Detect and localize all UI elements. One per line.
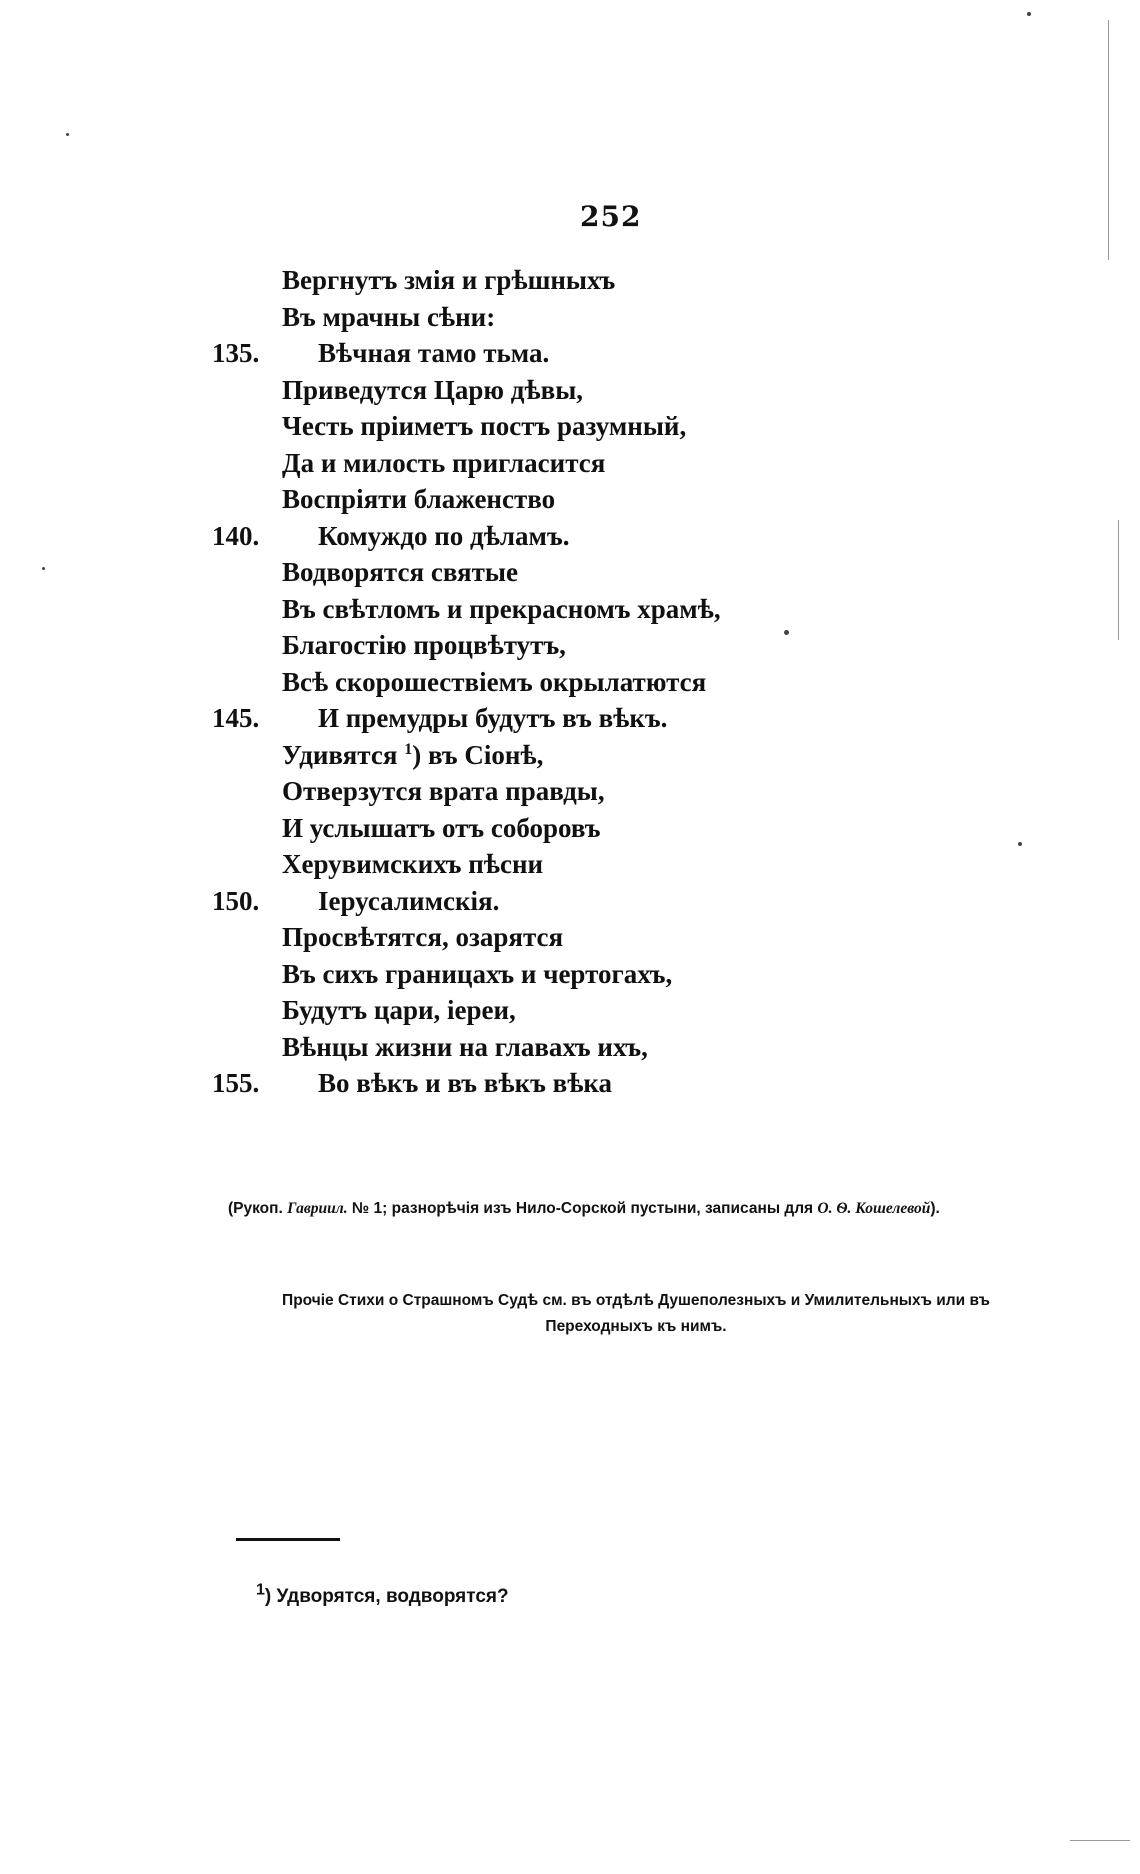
line-text-main: И премудры будутъ въ вѣкъ. [318, 703, 668, 733]
line-text-main: Благостію процвѣтутъ, [282, 630, 566, 660]
footnote-text: ) Удворятся, водворятся? [264, 1586, 509, 1607]
poem-line [0, 992, 1140, 1029]
scan-speck [66, 133, 69, 136]
line-text [282, 664, 706, 701]
source-italic-manuscript: Гавриил. [287, 1200, 348, 1217]
poem-line [0, 299, 1140, 336]
line-text [318, 335, 549, 372]
poem-line [0, 1065, 1140, 1102]
line-text [282, 481, 555, 518]
source-prefix: (Рукоп. [228, 1200, 283, 1217]
footnote-divider [236, 1538, 340, 1541]
line-text-main: Херувимскихъ пѣсни [282, 849, 544, 879]
scan-speck [1027, 12, 1031, 16]
poem-line [0, 627, 1140, 664]
note-line-1: Прочіе Стихи о Страшномъ Судѣ см. въ отдѣлѣ Душеполезныхъ и Умилительныхъ или въ [282, 1292, 990, 1309]
line-text-main: Приведутся Царю дѣвы, [282, 374, 584, 405]
line-text [318, 883, 499, 920]
line-text [318, 518, 569, 555]
line-text [282, 554, 518, 591]
footnote-reference: 1 [404, 740, 413, 758]
line-text-main: Во вѣкъ и въ вѣкъ вѣка [318, 1068, 613, 1098]
scan-edge-line [1070, 1840, 1130, 1841]
line-text-main: Вѣнцы жизни на главахъ ихъ, [282, 1031, 648, 1062]
poem-line [0, 664, 1140, 701]
source-italic-recorder: О. Ѳ. Кошелевой [817, 1200, 931, 1217]
line-text-main: И услышатъ отъ соборовъ [282, 812, 601, 843]
line-text [282, 372, 583, 409]
line-text-main: Въ свѣтломъ и прекрасномъ храмѣ, [282, 593, 721, 624]
line-text [282, 591, 721, 628]
poem-line [0, 372, 1140, 409]
poem-line [0, 554, 1140, 591]
poem-line [0, 919, 1140, 956]
line-text [282, 956, 672, 993]
footnote [256, 1581, 509, 1608]
scan-speck [42, 567, 45, 570]
line-text-main: Вѣчная тамо тьма. [318, 338, 550, 368]
line-text [318, 1065, 612, 1102]
line-text-after: ) въ Сіонѣ, [412, 739, 544, 770]
line-text-main: Да и милость пригласится [282, 447, 606, 478]
line-text [282, 919, 563, 956]
scan-edge-line [1108, 20, 1109, 260]
line-number: 140. [212, 520, 260, 551]
scan-speck [1018, 842, 1022, 846]
poem-line [0, 445, 1140, 482]
line-text-main: Просвѣтятся, озарятся [282, 922, 564, 952]
source-suffix: ). [930, 1200, 940, 1217]
line-number: 135. [212, 338, 260, 368]
line-text [318, 700, 667, 737]
poem-line [0, 700, 1140, 737]
line-text [282, 1029, 648, 1066]
line-text-main: Комуждо по дѣламъ. [318, 520, 570, 551]
poem-line [0, 737, 1140, 774]
line-text-main: Водворятся святые [282, 557, 518, 587]
line-text-main: Удивятся [282, 739, 398, 770]
scan-edge-line [1118, 520, 1119, 640]
line-text [282, 408, 686, 445]
line-text-main: Будутъ цари, іереи, [282, 995, 516, 1025]
page-number: 252 [580, 200, 642, 233]
line-text [282, 810, 601, 847]
line-number: 145. [212, 703, 260, 733]
cross-reference-note [246, 1288, 1026, 1340]
source-citation [228, 1200, 1028, 1218]
line-text [282, 262, 615, 299]
poem-line [0, 262, 1140, 299]
line-text [282, 846, 543, 883]
line-text-main: Всѣ скорошествіемъ окрылатются [282, 666, 707, 697]
line-number: 155. [212, 1068, 260, 1098]
poem-line [0, 408, 1140, 445]
line-text-main: Іерусалимскія. [318, 885, 500, 916]
line-text [282, 627, 566, 664]
poem-line [0, 518, 1140, 555]
poem-line [0, 773, 1140, 810]
line-text-main: Въ мрачны сѣни: [282, 301, 496, 332]
line-text-main: Въ сихъ границахъ и чертогахъ, [282, 958, 673, 989]
poem-line [0, 1029, 1140, 1066]
line-text [282, 992, 516, 1029]
line-text-main: Воспріяти блаженство [282, 484, 556, 514]
poem-line [0, 956, 1140, 993]
line-text-main: Честь пріиметъ постъ разумный, [282, 411, 687, 441]
line-text [282, 299, 495, 336]
poem-line [0, 481, 1140, 518]
poem-line [0, 883, 1140, 920]
line-text [282, 445, 605, 482]
poem-line [0, 335, 1140, 372]
footnote-mark: 1 [256, 1581, 265, 1599]
poem [0, 262, 1140, 1102]
note-line-2: Переходныхъ къ нимъ. [545, 1318, 727, 1335]
scan-speck [784, 630, 789, 635]
line-number: 150. [212, 885, 260, 916]
line-text [282, 773, 605, 810]
poem-line [0, 591, 1140, 628]
source-middle: № 1; разнорѣчія изъ Нило-Сорской пустыни, записаны для [351, 1200, 814, 1217]
poem-line [0, 846, 1140, 883]
line-text-main: Отверзутся врата правды, [282, 776, 605, 806]
line-text-main: Вергнутъ змія и грѣшныхъ [282, 265, 616, 295]
poem-line [0, 810, 1140, 847]
line-text [282, 737, 543, 774]
